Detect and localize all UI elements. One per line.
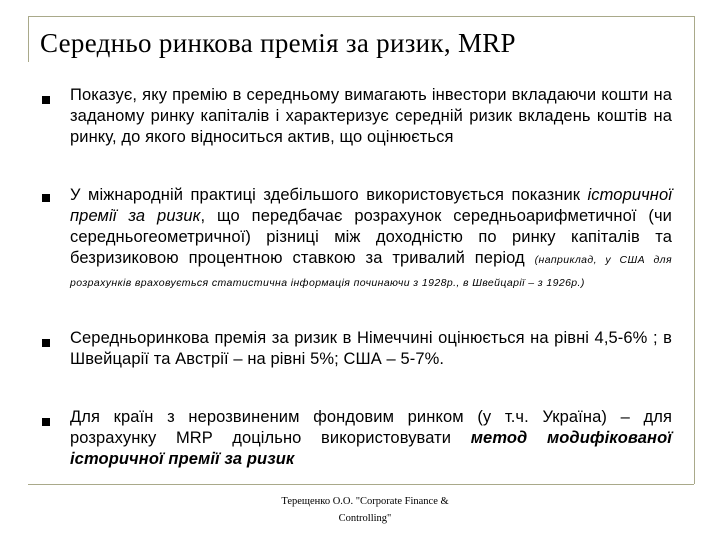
footer-line-2: Controlling" — [338, 513, 392, 524]
slide-frame-right-line — [694, 16, 695, 484]
slide-frame-left-line — [28, 16, 29, 62]
slide-footer — [240, 493, 490, 527]
slide-frame-bottom-line — [28, 484, 694, 485]
bullet-square-icon — [42, 418, 50, 426]
bullet-2-text-part1: У міжнародній практиці здебільшого використовується показник — [70, 186, 588, 204]
bullet-2-note: (наприклад, у США для розрахунків враховується статистична інформація починаючи з 1928р., в Швейцарії – з 1926р.) — [70, 254, 672, 289]
bullet-square-icon — [42, 339, 50, 347]
slide-title: Середньо ринкова премія за ризик, MRP — [40, 28, 516, 58]
bullet-2-text-part2: , що передбачає розрахунок середньоарифметичної (чи середньогеометричної) різниці між доходністю по ринку капіталів та безризиковою процентною ставкою за тривалий період — [70, 207, 672, 267]
footer-line-1: Терещенко О.О. "Corporate Finance & — [281, 496, 449, 507]
slide-frame-top-line — [28, 16, 694, 17]
bullet-2-text — [70, 185, 672, 294]
bullet-square-icon — [42, 96, 50, 104]
modified-historical-premium-method-term: метод модифікованої історичної премії за ризик — [70, 429, 672, 468]
bullet-4-text — [70, 407, 672, 470]
historical-risk-premium-term: історичної премії за ризик — [70, 186, 672, 225]
bullet-1-text: Показує, яку премію в середньому вимагають інвестори вкладаючи кошти на заданому ринку капіталів і характеризує середній ризик вкладень коштів на ринку, до якого відноситься актив, що оцінюється — [70, 86, 672, 146]
bullet-3-text: Середньоринкова премія за ризик в Німеччині оцінюється на рівні 4,5-6% ; в Швейцарії та Австрії – на рівні 5%; США – 5-7%. — [70, 329, 672, 368]
bullet-4-text-part1: Для країн з нерозвиненим фондовим ринком (у т.ч. Україна) – для розрахунку MRP доцільно використовувати — [70, 408, 672, 447]
bullet-square-icon — [42, 194, 50, 202]
